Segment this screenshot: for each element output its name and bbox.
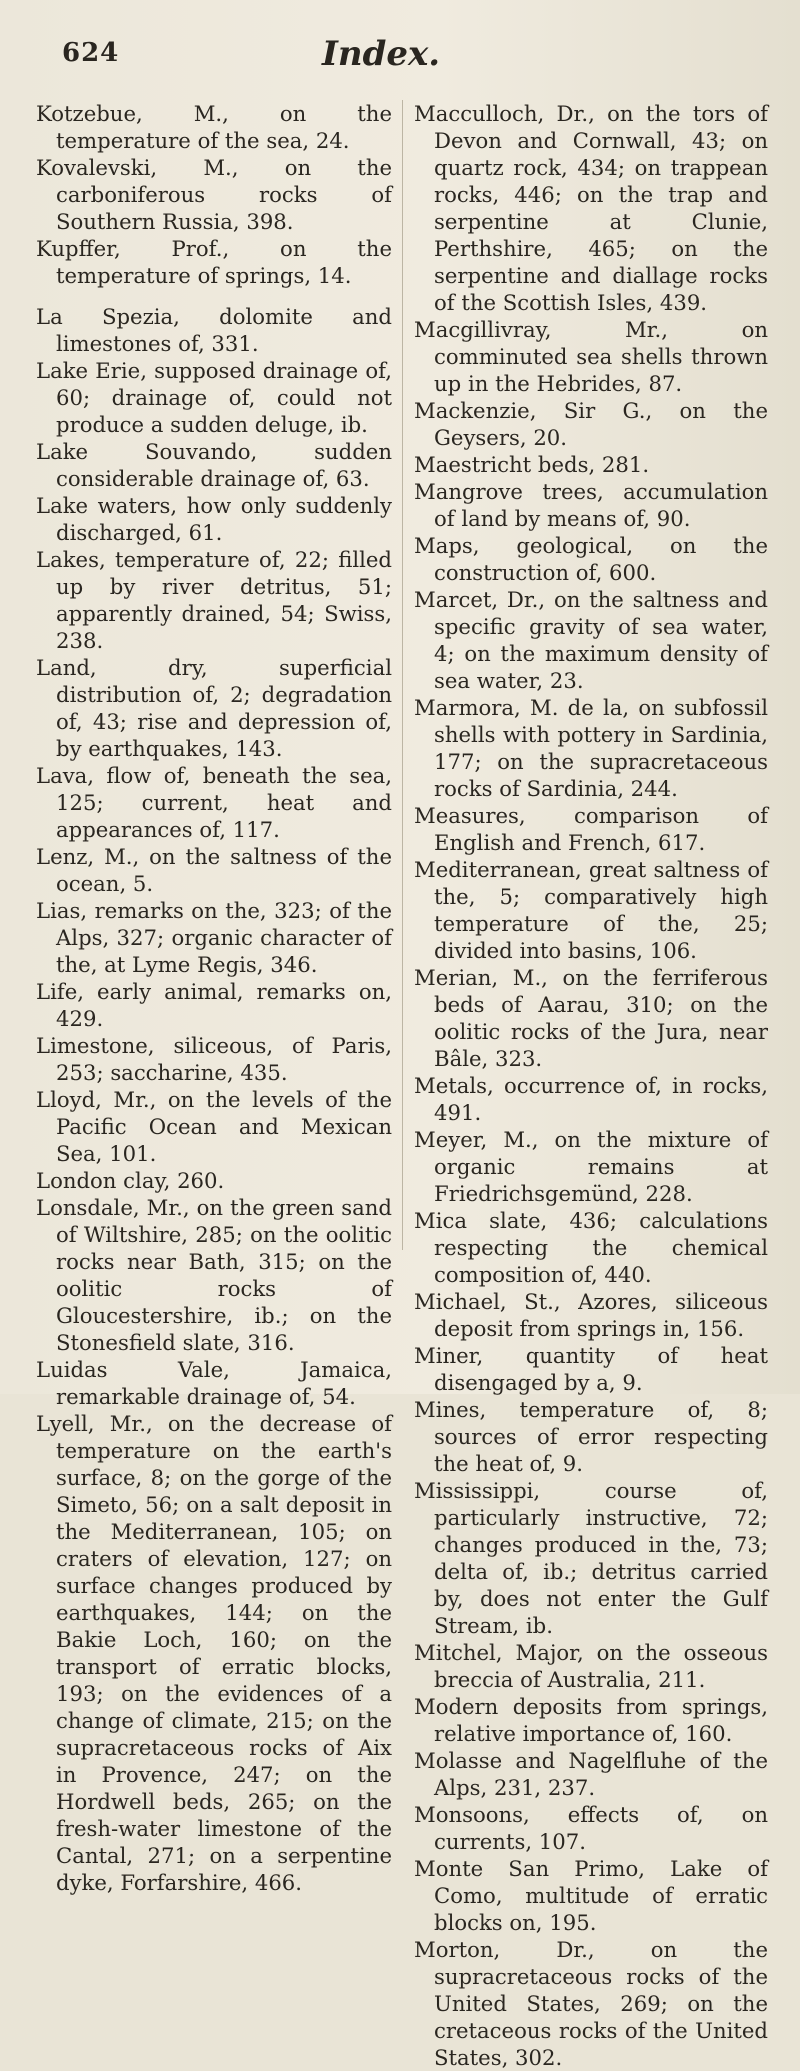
index-column-right xyxy=(414,100,768,2071)
index-entry: Lake Erie, supposed drainage of, 60; drainage of, could not produce a sudden deluge, ib. xyxy=(36,358,392,437)
index-entry: Lava, flow of, beneath the sea, 125; current, heat and appearances of, 117. xyxy=(36,763,392,842)
index-entry: Marmora, M. de la, on subfossil shells with pottery in Sardinia, 177; on the supracretaceous rocks of Sardinia, 244. xyxy=(414,695,768,801)
index-entry: Mines, temperature of, 8; sources of error respecting the heat of, 9. xyxy=(414,1397,768,1476)
index-entry: Mitchel, Major, on the osseous breccia of Australia, 211. xyxy=(414,1640,768,1692)
index-entry: Mackenzie, Sir G., on the Geysers, 20. xyxy=(414,398,768,450)
column-divider xyxy=(402,100,403,1250)
index-entry: Lloyd, Mr., on the levels of the Pacific Ocean and Mexican Sea, 101. xyxy=(36,1087,392,1166)
index-entry: Land, dry, superficial distribution of, 2; degradation of, 43; rise and depression of, by earthquakes, 143. xyxy=(36,655,392,761)
index-entry: Lakes, temperature of, 22; filled up by river detritus, 51; apparently drained, 54; Swiss, 238. xyxy=(36,547,392,653)
index-entry: Life, early animal, remarks on, 429. xyxy=(36,979,392,1031)
index-entry: Mediterranean, great saltness of the, 5; comparatively high temperature of the, 25; divided into basins, 106. xyxy=(414,857,768,963)
index-entry: Maestricht beds, 281. xyxy=(414,452,650,477)
index-entry: Monte San Primo, Lake of Como, multitude of erratic blocks on, 195. xyxy=(414,1856,768,1935)
index-entry: Kovalevski, M., on the carboniferous rocks of Southern Russia, 398. xyxy=(36,155,392,234)
page-header xyxy=(62,34,770,88)
index-column-left xyxy=(36,100,392,1896)
index-entry: Lake Souvando, sudden considerable drainage of, 63. xyxy=(36,439,392,491)
index-entry: Miner, quantity of heat disengaged by a, 9. xyxy=(414,1343,768,1395)
index-entry: Kupffer, Prof., on the temperature of springs, 14. xyxy=(36,236,392,288)
index-entry: Mississippi, course of, particularly instructive, 72; changes produced in the, 73; delta of, ib.; detritus carried by, does not enter the Gulf Stream, ib. xyxy=(414,1478,768,1638)
index-entry: Monsoons, effects of, on currents, 107. xyxy=(414,1802,768,1854)
index-entry: Meyer, M., on the mixture of organic remains at Friedrichsgemünd, 228. xyxy=(414,1127,768,1206)
index-entry: La Spezia, dolomite and limestones of, 331. xyxy=(36,304,392,356)
index-entry: Morton, Dr., on the supracretaceous rocks of the United States, 269; on the cretaceous rocks of the United States, 302. xyxy=(414,1937,768,2070)
index-entry: London clay, 260. xyxy=(36,1168,225,1193)
index-entry: Mangrove trees, accumulation of land by means of, 90. xyxy=(414,479,768,531)
index-entry: Macgillivray, Mr., on comminuted sea shells thrown up in the Hebrides, 87. xyxy=(414,317,768,396)
index-entry: Lenz, M., on the saltness of the ocean, 5. xyxy=(36,844,392,896)
index-entry: Lake waters, how only suddenly discharged, 61. xyxy=(36,493,392,545)
index-entry: Merian, M., on the ferriferous beds of Aarau, 310; on the oolitic rocks of the Jura, near Bâle, 323. xyxy=(414,965,768,1071)
index-entry: Measures, comparison of English and French, 617. xyxy=(414,803,768,855)
index-entry: Maps, geological, on the construction of, 600. xyxy=(414,533,768,585)
index-entry: Molasse and Nagelfluhe of the Alps, 231, 237. xyxy=(414,1748,768,1800)
index-entry: Lyell, Mr., on the decrease of temperature on the earth's surface, 8; on the gorge of the Simeto, 56; on a salt deposit in the Mediterranean, 105; on craters of elevation, 127; on surface changes produced by earthquakes, 144; on the Bakie Loch, 160; on the transport of erratic blocks, 193; on the evidences of a change of climate, 215; on the supracretaceous rocks of Aix in Provence, 247; on the Hordwell beds, 265; on the fresh-water limestone of the Cantal, 271; on a serpentine dyke, Forfarshire, 466. xyxy=(36,1411,392,1895)
index-entry: Michael, St., Azores, siliceous deposit from springs in, 156. xyxy=(414,1289,768,1341)
index-entry: Kotzebue, M., on the temperature of the sea, 24. xyxy=(36,101,392,153)
index-entry: Lias, remarks on the, 323; of the Alps, 327; organic character of the, at Lyme Regis, 346. xyxy=(36,898,392,977)
index-entry: Modern deposits from springs, relative importance of, 160. xyxy=(414,1694,768,1746)
index-entry: Mica slate, 436; calculations respecting the chemical composition of, 440. xyxy=(414,1208,768,1287)
index-entry: Marcet, Dr., on the saltness and specific gravity of sea water, 4; on the maximum density of sea water, 23. xyxy=(414,587,768,693)
index-entry: Lonsdale, Mr., on the green sand of Wiltshire, 285; on the oolitic rocks near Bath, 315; on the oolitic rocks of Gloucestershire, ib.; on the Stonesfield slate, 316. xyxy=(36,1195,392,1355)
page-number: 624 xyxy=(62,38,120,68)
index-entry: Macculloch, Dr., on the tors of Devon and Cornwall, 43; on quartz rock, 434; on trappean rocks, 446; on the trap and serpentine at Clunie, Perthshire, 465; on the serpentine and diallage rocks of the Scottish Isles, 439. xyxy=(414,101,768,315)
index-entry: Luidas Vale, Jamaica, remarkable drainage of, 54. xyxy=(36,1357,392,1409)
index-entry: Limestone, siliceous, of Paris, 253; saccharine, 435. xyxy=(36,1033,392,1085)
running-title: Index. xyxy=(322,34,441,74)
index-entry: Metals, occurrence of, in rocks, 491. xyxy=(414,1073,768,1125)
